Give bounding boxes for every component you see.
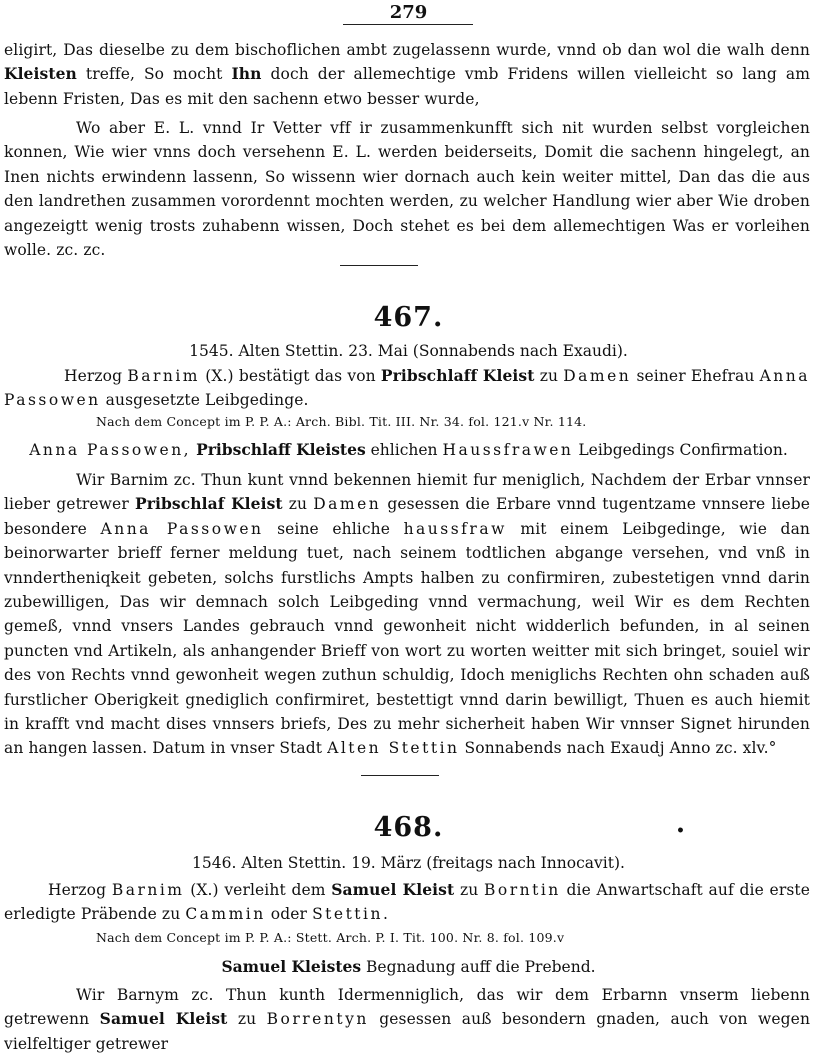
doc-467-summary [4, 364, 810, 413]
doc-467-dateline: 1545. Alten Stettin. 23. Mai (Sonnabends nach Exaudi). [189, 342, 628, 360]
header-rule [343, 24, 473, 25]
text-run: oder [270, 905, 308, 924]
name-pribschlaf-kleist: Pribschlaf Kleist [134, 494, 283, 514]
text-run: Leibgedings Confirmation. [578, 441, 788, 459]
text-run: eligirt, Das dieselbe zu dem bischoflichen ambt zugelassenn wurde, vnnd ob dan wol die walh denn [4, 41, 810, 59]
text-run: (X.) bestätigt das von [205, 367, 376, 385]
text-run: gesessen die Erbare vnnd tugentzame vnnsere liebe besondere [4, 495, 811, 538]
doc-468-body [4, 983, 810, 1056]
name-samuel-kleistes: Samuel Kleistes [221, 957, 362, 976]
name-samuel-kleist: Samuel Kleist [331, 880, 455, 899]
doc-468-dateline: 1546. Alten Stettin. 19. März (freitags nach Innocavit). [192, 854, 625, 872]
text-run: treffe, So mocht [85, 65, 223, 84]
name-samuel-kleist: Samuel Kleist [99, 1009, 228, 1029]
section-divider [361, 775, 439, 776]
text-run: seine ehliche [277, 519, 390, 538]
name-pribschlaff-kleistes: Pribschlaff Kleistes [196, 440, 366, 459]
place-damen: Damen [563, 367, 632, 385]
text-run: ausgesetzte Leibgedinge. [105, 391, 309, 410]
name-barnim: Barnim [111, 881, 185, 899]
continuation-paragraph-2: Wo aber E. L. vnnd Ir Vetter vff ir zusammenkunfft sich nit wurden selbst vorgleichen konnen, Wie wier vnns doch versehenn E. L. werden beiderseits, Domit die sachenn hingelegt, an Inen nichts erwindenn lassenn, So wissenn wier dornach auch kein weiter mittel, Dan das die aus den landrethen zusammen vorordennt mochten werden, zu welcher Handlung wier aber Wie droben angezeigtt wenig trosts zuhabenn wissen, Doch stehet es bei dem allemechtigen Was er vorleihen wolle. zc. zc. [4, 119, 810, 260]
text-run: Herzog [48, 881, 107, 899]
text-run: zu [459, 881, 479, 899]
place-borrentyn: Borrentyn [266, 1010, 369, 1029]
place-stettin: Stettin. [312, 905, 391, 924]
place-cammin: Cammin [185, 905, 266, 924]
text-run: mit einem Leibgedinge, wie dan beinorwarter brieff ferner meldung tuet, nach seinem todtlichen abgange versehen, vnd vnß in vnndertheniqkeit gebeten, solchs furstlichs Ampts halben zu confirmiren, zubestetigen vnnd darin zubewilligen, Das wir demnach solch Leibgeding vnnd vermachung, weil Wir es dem Rechten gemeß, vnnd vnsers Landes gebrauch vnnd gewonheit nicht widderlich befunden, in al seinen puncten vnd Artikeln, als anhangender Brieff von wort zu worten weitter mit sich bringet, souiel wir des von Rechts vnnd gewonheit wegen zuthun schuldig, Idoch meniglichs Rechten ohn schaden auß furstlicher Oberigkeit gnediglich confirmiret, bestettigt vnnd darin bewilligt, Thuen es auch hiemit in krafft vnd macht dises vnnsers briefs, Des zu mehr sicherheit haben Wir vnnser Signet hirunden an hangen lassen. Datum in vnser Stadt [4, 519, 810, 758]
text-run: zu [539, 367, 559, 385]
text-run: Begnadung auff die Prebend. [366, 958, 596, 976]
page-number: 279 [389, 2, 428, 23]
text-haussfraw: haussfraw [403, 519, 507, 538]
text-run: Wir Barnym zc. Thun kunth Idermenniglich, das wir dem Erbarnn vnserm liebenn getrewenn [4, 986, 810, 1029]
section-divider [340, 265, 418, 266]
place-borntin: Borntin [484, 881, 561, 899]
text-run: die Anwartschaft auf die erste erledigte Präbende zu [4, 881, 810, 924]
doc-468-source: Nach dem Concept im P. P. A.: Stett. Arch. P. I. Tit. 100. Nr. 8. fol. 109.v [96, 930, 565, 945]
text-run: doch der allemechtige vmb Fridens willen vielleicht so lang am lebenn Fristen, Das es mit den sachenn etwo besser wurde, [4, 65, 810, 108]
text-run: Herzog [64, 367, 123, 385]
text-run: ehlichen [370, 441, 438, 459]
text-run: Anna Passowen, [29, 441, 192, 459]
place-alten-stettin: Alten Stettin [327, 739, 460, 758]
text-run: Sonnabends nach Exaudj Anno zc. xlv.° [464, 739, 777, 758]
doc-468-number: 468. [373, 812, 444, 843]
text-run: gesessen auß besondern gnaden, auch von wegen vielfeltiger getrewer [4, 1010, 811, 1053]
place-damen: Damen [313, 495, 382, 514]
doc-467-source: Nach dem Concept im P. P. A.: Arch. Bibl. Tit. III. Nr. 34. fol. 121.v Nr. 114. [96, 414, 587, 429]
doc-467-heading [0, 440, 817, 459]
text-run: zu [237, 1010, 257, 1029]
name-pribschlaff-kleist: Pribschlaff Kleist [380, 366, 535, 385]
doc-468-heading [0, 957, 817, 976]
name-kleisten: Kleisten [4, 64, 77, 84]
doc-468-summary [4, 878, 810, 927]
text-run: seiner Ehefrau [636, 367, 755, 385]
doc-467-number: 467. [373, 302, 444, 333]
name-anna-passowen: Anna Passowen [100, 519, 264, 538]
pronoun-ihn: Ihn [231, 64, 262, 84]
doc-467-body [4, 468, 810, 761]
stray-mark: • [676, 823, 685, 839]
name-anna-passowen: Anna Passowen [4, 367, 811, 410]
name-barnim: Barnim [127, 367, 200, 385]
text-run: zu [288, 495, 308, 514]
text-run: (X.) verleiht dem [190, 881, 326, 899]
continuation-paragraph-1 [4, 38, 810, 111]
text-haussfrawen: Haussfrawen [442, 441, 574, 459]
text-run: Wir Barnim zc. Thun kunt vnnd bekennen hiemit fur meniglich, Nachdem der Erbar vnnser lieber getrewer [4, 471, 810, 514]
